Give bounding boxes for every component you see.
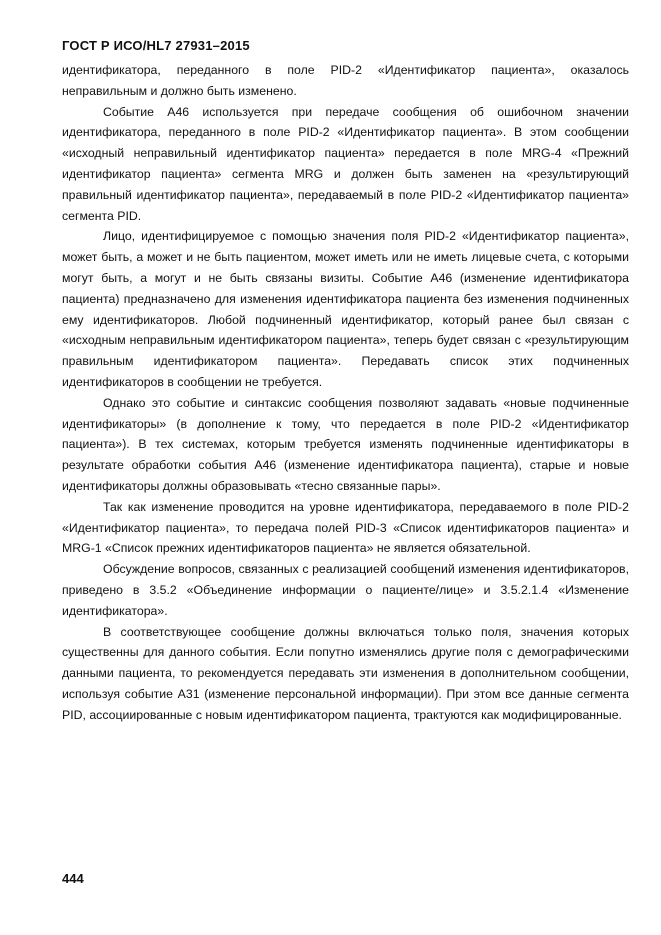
paragraph-continuation: идентификатора, переданного в поле PID-2 «Идентификатор пациента», оказалось неправильным и должно быть изменено. [62, 63, 629, 98]
paragraph: Событие А46 используется при передаче сообщения об ошибочном значении идентификатора, переданного в поле PID-2 «Идентификатор пациента». В этом сообщении «исходный неправильный идентификатор пациента» передается в поле MRG-4 «Прежний идентификатор пациента» сегмента MRG и должен быть заменен на «результирующий правильный идентификатор пациента», передаваемый в поле PID-2 «Идентификатор пациента» сегмента PID. [62, 104, 629, 223]
paragraph: Лицо, идентифицируемое с помощью значения поля PID-2 «Идентификатор пациента», может быть, а может и не быть пациентом, может иметь или не иметь лицевые счета, с которыми могут быть, а могут и не быть связаны визиты. Событие А46 (изменение идентификатора пациента) предназначено для изменения идентификатора пациента без изменения подчиненных ему идентификаторов. Любой подчиненный идентификатор, который ранее был связан с «исходным неправильным идентификатором пациента», теперь будет связан с «результирующим правильным идентификатором пациента». Передавать список этих подчиненных идентификаторов в сообщении не требуется. [62, 229, 629, 389]
paragraph: Однако это событие и синтаксис сообщения позволяют задавать «новые подчиненные идентификаторы» (в дополнение к тому, что передается в поле PID-2 «Идентификатор пациента»). В тех системах, которым требуется изменять подчиненные идентификаторы в результате обработки события А46 (изменение идентификатора пациента), старые и новые идентификаторы должны образовывать «тесно связанные пары». [62, 395, 629, 493]
paragraph: Обсуждение вопросов, связанных с реализацией сообщений изменения идентификаторов, приведено в 3.5.2 «Объединение информации о пациенте/лице» и 3.5.2.1.4 «Изменение идентификатора». [62, 562, 629, 618]
page-number: 444 [62, 871, 84, 886]
paragraph: Так как изменение проводится на уровне идентификатора, передаваемого в поле PID-2 «Идентификатор пациента», то передача полей PID-3 «Список идентификаторов пациента» и MRG-1 «Список прежних идентификаторов пациента» не является обязательной. [62, 499, 629, 556]
body-text [62, 60, 629, 726]
standard-header: ГОСТ Р ИСО/HL7 27931–2015 [62, 38, 250, 53]
paragraph: В соответствующее сообщение должны включаться только поля, значения которых существенны для данного события. Если попутно изменялись другие поля с демографическими данными пациента, то рекомендуется передавать эти изменения в дополнительном сообщении, используя событие А31 (изменение персональной информации). При этом все данные сегмента PID, ассоциированные с новым идентификатором пациента, трактуются как модифицированные. [62, 624, 629, 722]
